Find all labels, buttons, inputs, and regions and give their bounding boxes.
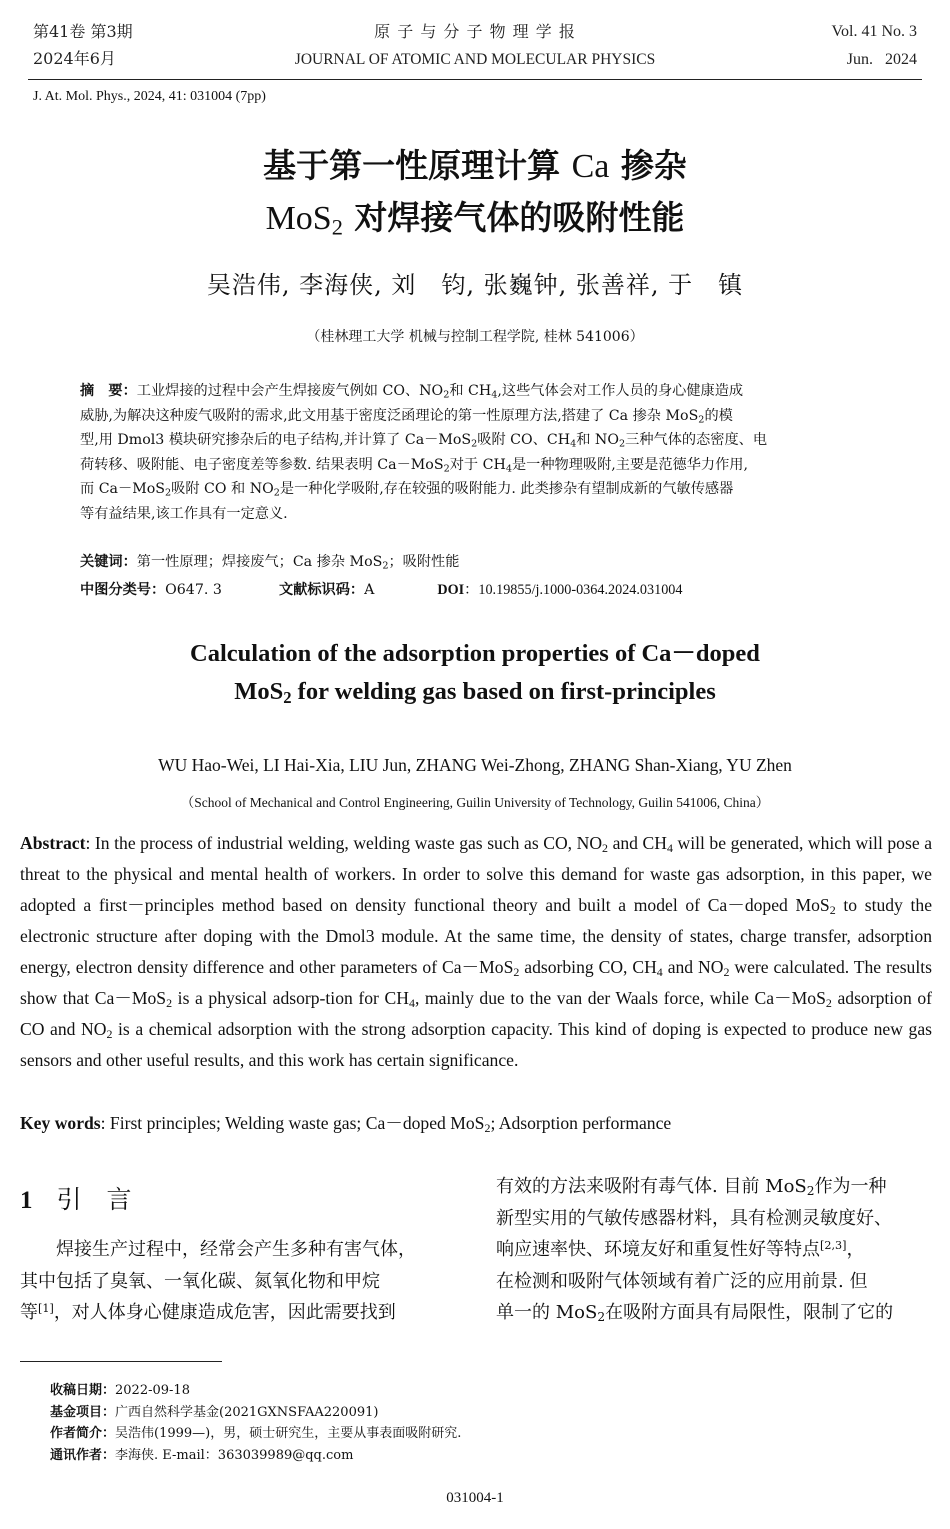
citation: J. At. Mol. Phys., 2024, 41: 031004 (7pp) xyxy=(33,89,266,104)
title-en-line2: MoS$_2$ for welding gas based on first-principles xyxy=(234,678,716,708)
received-date: 收稿日期：2022-09-18 xyxy=(50,1383,190,1398)
abstract-en: Abstract: In the process of industrial welding, welding waste gas such as CO, $NO_2$ and $CH_4$ will be generated, which will pose a threat to the physical and mental health of workers. In order to solve this demand for waste gas adsorption, in this paper, we adopted a first－principles method based on density functional theory and built a model of Ca－doped MoS$_2$ to study the electronic structure after doping with the Dmol3 module. At the same time, the density of states, charge transfer, adsorption energy, electron density difference and other parameters of Ca－MoS$_2$ adsorbing CO, $CH_4$ and $NO_2$ were calculated. The results show that Ca－MoS$_2$ is a physical adsorp-tion for $CH_4$, mainly due to the van der Waals force, while Ca－MoS$_2$ adsorption of CO and $NO_2$ is a chemical adsorption with the strong adsorption capacity. This kind of doping is expected to produce new gas sensors and other useful results, and this work has certain significance. xyxy=(20,833,933,1070)
section-1-heading: 1 引 言 xyxy=(20,1185,132,1214)
page-number: 031004-1 xyxy=(446,1490,504,1506)
volume-issue-cn: 第41卷 第3期 xyxy=(33,22,133,41)
title-en-line1: Calculation of the adsorption properties of Ca－doped xyxy=(190,640,760,667)
authors-cn: 吴浩伟, 李海侠, 刘 钧, 张巍钟, 张善祥, 于 镇 xyxy=(206,271,744,299)
title-cn-line2: MoS$_2$ 对焊接气体的吸附性能 xyxy=(265,198,685,240)
journal-name-cn: 原 子 与 分 子 物 理 学 报 xyxy=(374,22,576,41)
date-en: Jun. 2024 xyxy=(846,51,917,68)
section-1-right-column: 有效的方法来吸附有毒气体. 目前 MoS$_2$作为一种 新型实用的气敏传感器材料，具有检测灵敏度好、 响应速率快、环境友好和重复性好等特点[2,3]， 在检测和吸附气体领域有着广泛的应用前景. 但 单一的 MoS$_2$在吸附方面具有局限性，限制了它的 xyxy=(496,1176,894,1325)
section-1-left-column: 焊接生产过程中，经常会产生多种有害气体， 其中包括了臭氧、一氧化碳、氮氧化物和甲烷 等[1]，对人体身心健康造成危害，因此需要找到 xyxy=(20,1239,416,1323)
authors-en: WU Hao-Wei, LI Hai-Xia, LIU Jun, ZHANG Wei-Zhong, ZHANG Shan-Xiang, YU Zhen xyxy=(158,755,792,775)
abstract-cn: 摘 要：工业焊接的过程中会产生焊接废气例如 CO、$NO_2$和 $CH_4$,这些气体会对工作人员的身心健康造成 威胁,为解决这种废气吸附的需求,此文用基于密度泛函理论的第一性原理方法,搭建了 Ca 掺杂 MoS$_2$的模 型,用 Dmol3 模块研究掺杂后的电子结构,并计算了 Ca－MoS$_2$吸附 CO、$CH_4$和 $NO_2$三种气体的态密度、电 荷转移、吸附能、电子密度差等参数. 结果表明 Ca－MoS$_2$对于 $CH_4$是一种物理吸附,主要是范德华力作用, 而 Ca－MoS$_2$吸附 CO 和 $NO_2$是一种化学吸附,存在较强的吸附能力. 此类掺杂有望制成新的气敏传感器 等有益结果,该工作具有一定意义. xyxy=(80,383,768,522)
keywords-cn: 关键词：第一性原理；焊接废气；Ca 掺杂 MoS$_2$；吸附性能 xyxy=(80,554,460,572)
abstract-en-label: Abstract xyxy=(20,833,86,853)
date-cn: 2024年6月 xyxy=(33,49,116,68)
header-rule xyxy=(28,79,922,80)
corresponding-author: 通讯作者：李海侠. E-mail：363039989@qq.com xyxy=(50,1447,354,1463)
footnote-rule xyxy=(20,1361,222,1362)
classification-line: 中图分类号：O647. 3 文献标识码：A DOI：10.19855/j.1000-0364.2024.031004 xyxy=(80,582,683,598)
fund-project: 基金项目：广西自然科学基金(2021GXNSFAA220091) xyxy=(50,1404,379,1420)
keywords-en: Key words: First principles; Welding waste gas; Ca－doped MoS$_2$; Adsorption performance xyxy=(20,1113,672,1135)
affiliation-cn: （桂林理工大学 机械与控制工程学院, 桂林 541006） xyxy=(306,329,644,345)
title-cn-line1: 基于第一性原理计算 Ca 掺杂 xyxy=(263,146,687,185)
journal-name-en: JOURNAL OF ATOMIC AND MOLECULAR PHYSICS xyxy=(294,51,656,68)
abstract-cn-label: 摘 要： xyxy=(80,383,137,399)
affiliation-en: （School of Mechanical and Control Engineering, Guilin University of Technology, Guilin 541006, China） xyxy=(180,795,770,810)
volume-issue-en: Vol. 41 No. 3 xyxy=(831,23,917,40)
footnotes xyxy=(50,1380,910,1466)
author-bio: 作者简介：吴浩伟(1999—)，男，硕士研究生，主要从事表面吸附研究. xyxy=(50,1426,462,1442)
